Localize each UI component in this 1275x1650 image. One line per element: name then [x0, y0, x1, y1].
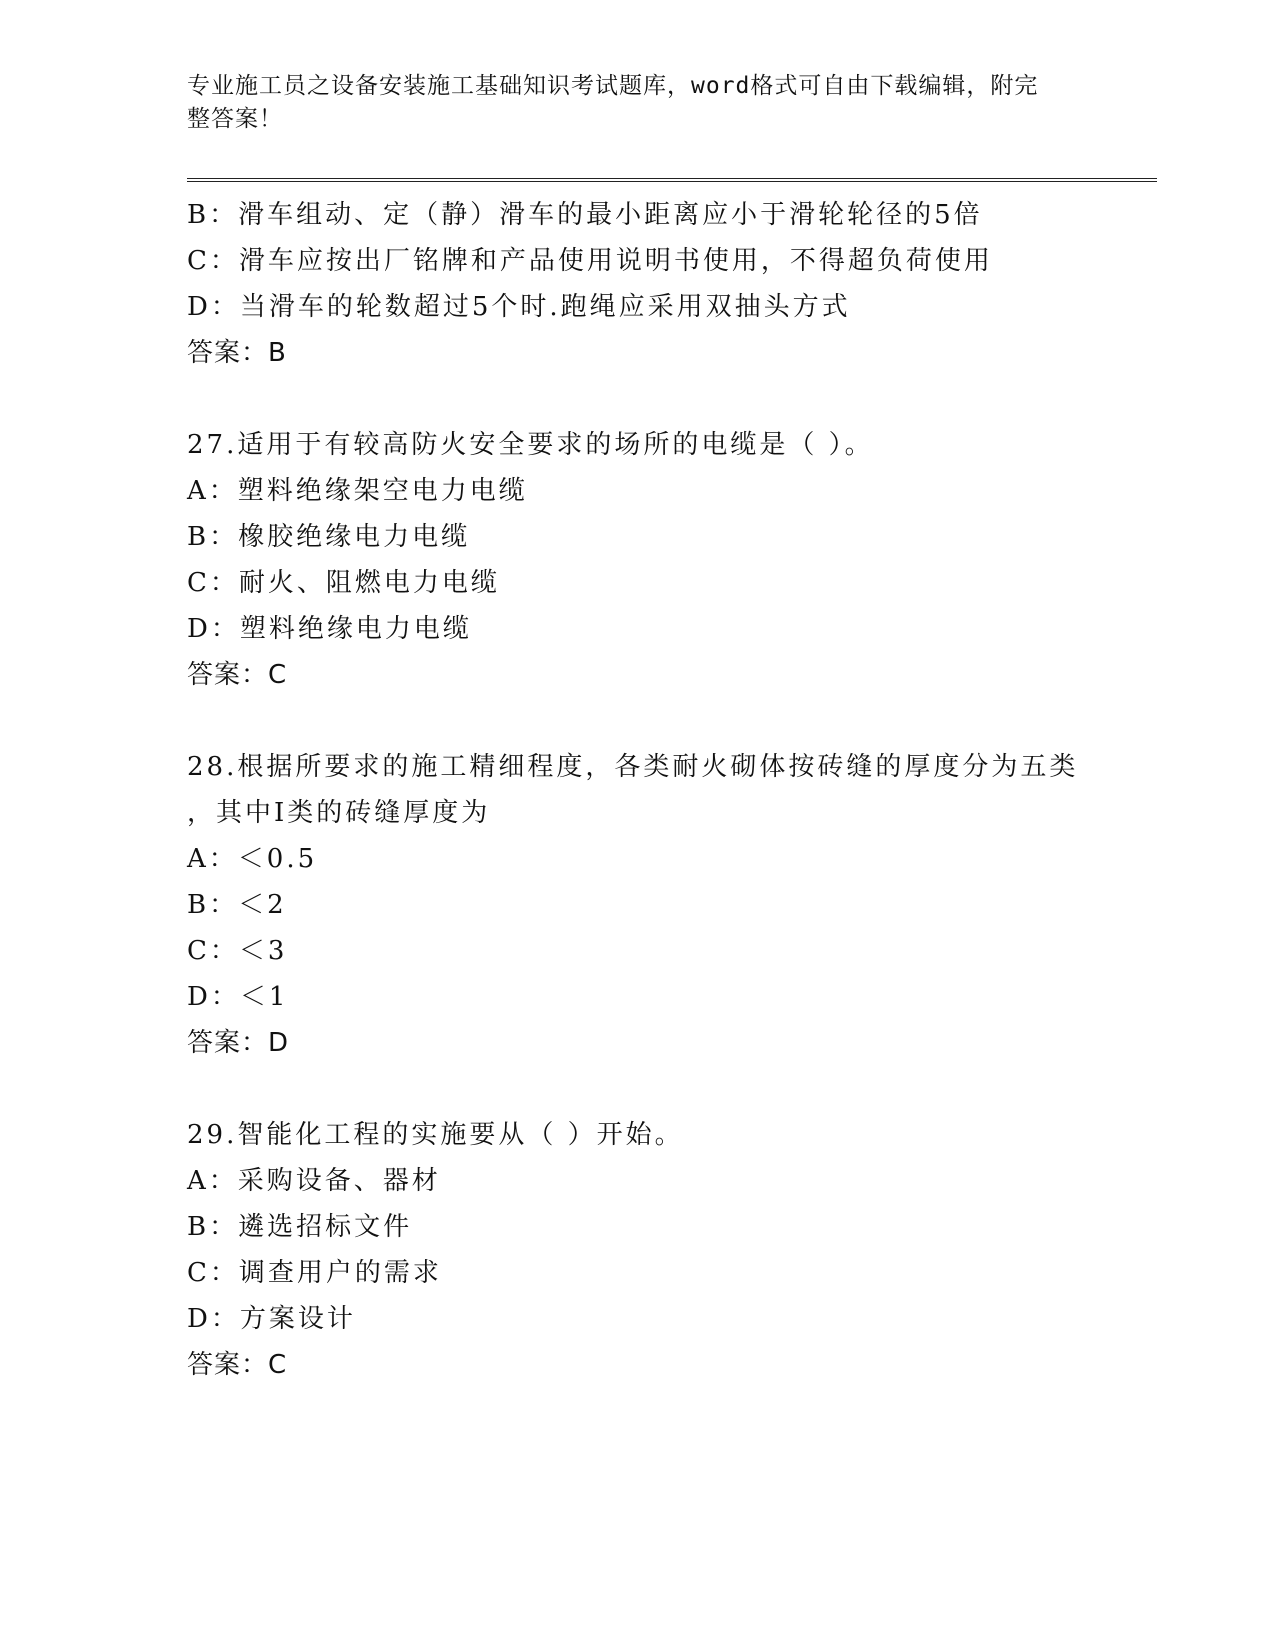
option-a: A：采购设备、器材 — [187, 1166, 441, 1196]
option-d: D：方案设计 — [187, 1304, 356, 1334]
header-divider — [187, 178, 1157, 182]
question-text: 27.适用于有较高防火安全要求的场所的电缆是（ ）。 — [187, 430, 874, 460]
option-c: C：＜3 — [187, 936, 288, 966]
option-d: D：塑料绝缘电力电缆 — [187, 614, 472, 644]
option-b: B：＜2 — [187, 890, 287, 920]
option-b: B：橡胶绝缘电力电缆 — [187, 522, 471, 552]
option-a: A：＜0.5 — [187, 844, 318, 874]
option-a: A：塑料绝缘架空电力电缆 — [187, 476, 528, 506]
answer: 答案：B — [187, 338, 287, 368]
header-line-2: 整答案！ — [187, 106, 283, 132]
continued-question — [187, 192, 1157, 376]
option-c: C：耐火、阻燃电力电缆 — [187, 568, 500, 598]
question-text: 28.根据所要求的施工精细程度，各类耐火砌体按砖缝的厚度分为五类 — [187, 752, 1079, 782]
header-line-1: 专业施工员之设备安装施工基础知识考试题库，word格式可自由下载编辑，附完 — [187, 73, 1039, 99]
answer: 答案：D — [187, 1028, 290, 1058]
question-text: 29.智能化工程的实施要从（ ）开始。 — [187, 1120, 684, 1150]
option-b: B：滑车组动、定（静）滑车的最小距离应小于滑轮轮径的5倍 — [187, 200, 983, 230]
option-d: D：当滑车的轮数超过5个时.跑绳应采用双抽头方式 — [187, 292, 851, 322]
question-27 — [187, 422, 1157, 698]
option-c: C：调查用户的需求 — [187, 1258, 442, 1288]
option-b: B：遴选招标文件 — [187, 1212, 413, 1242]
option-c: C：滑车应按出厂铭牌和产品使用说明书使用，不得超负荷使用 — [187, 246, 993, 276]
document-page — [187, 70, 1157, 1388]
answer: 答案：C — [187, 660, 288, 690]
question-text-continued: ，其中Ⅰ类的砖缝厚度为 — [187, 798, 491, 828]
document-header — [187, 70, 1067, 136]
answer: 答案：C — [187, 1350, 288, 1380]
question-28 — [187, 744, 1157, 1066]
question-29 — [187, 1112, 1157, 1388]
option-d: D：＜1 — [187, 982, 289, 1012]
